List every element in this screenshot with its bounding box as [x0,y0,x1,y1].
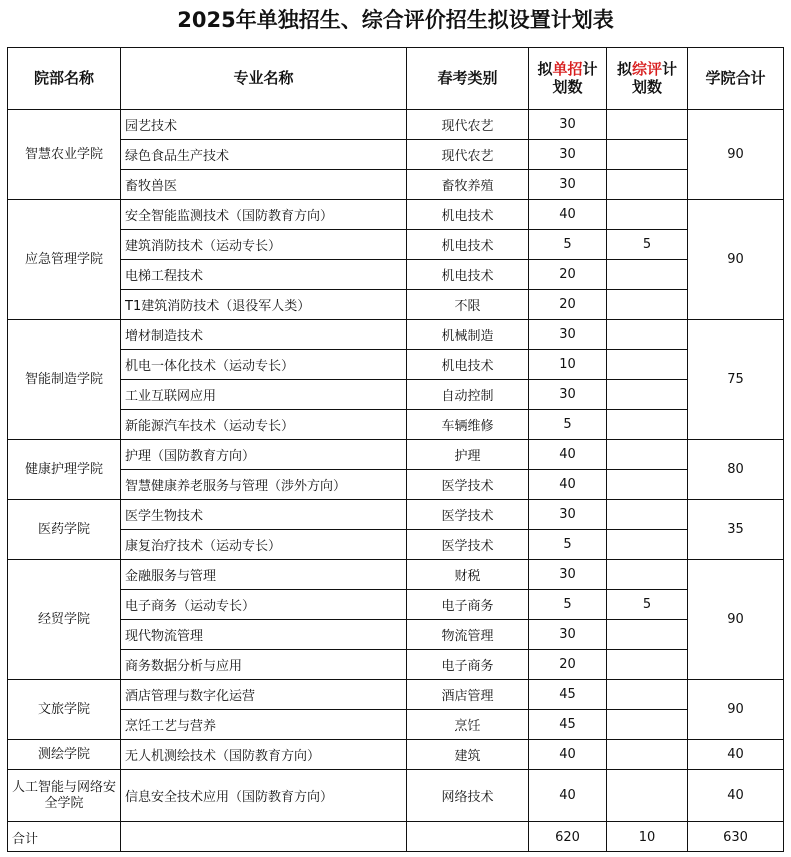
dept-total: 80 [688,440,783,500]
single-plan-cell: 30 [529,620,607,650]
major-cell: 建筑消防技术（运动专长） [121,230,407,260]
major-cell: 商务数据分析与应用 [121,650,407,680]
category-cell: 机电技术 [407,260,529,290]
dept-name: 测绘学院 [8,740,121,770]
major-cell: T1建筑消防技术（退役军人类） [121,290,407,320]
comp-plan-cell: 5 [607,230,688,260]
header-comp-post: 计 [662,60,678,79]
header-total: 学院合计 [688,48,783,110]
comp-plan-cell: 5 [607,590,688,620]
category-cell: 不限 [407,290,529,320]
footer-grand-total: 630 [723,829,748,845]
single-plan-cell: 30 [529,110,607,140]
major-cell: 现代物流管理 [121,620,407,650]
single-plan-cell: 30 [529,320,607,350]
single-plan-cell: 20 [529,290,607,320]
major-cell: 安全智能监测技术（国防教育方向） [121,200,407,230]
dept-name: 智慧农业学院 [8,110,121,200]
comp-plan-cell [607,710,688,740]
header-comp-line2: 划数 [631,77,662,96]
comp-plan-cell [607,140,688,170]
category-cell: 机械制造 [407,320,529,350]
major-cell: 无人机测绘技术（国防教育方向） [121,740,407,770]
category-cell: 车辆维修 [407,410,529,440]
footer-category [407,822,529,852]
category-cell: 医学技术 [407,470,529,500]
major-cell: 康复治疗技术（运动专长） [121,530,407,560]
dept-total: 40 [688,740,783,770]
single-plan-cell: 45 [529,710,607,740]
comp-plan-cell [607,530,688,560]
major-cell: 园艺技术 [121,110,407,140]
header-comp-hl: 综评 [631,60,662,79]
comp-plan-cell [607,170,688,200]
comp-plan-cell [607,110,688,140]
category-cell: 物流管理 [407,620,529,650]
dept-name: 应急管理学院 [8,200,121,320]
dept-name: 智能制造学院 [8,320,121,440]
page-title: 2025年单独招生、综合评价招生拟设置计划表 [177,8,614,32]
single-plan-cell: 5 [529,590,607,620]
category-cell: 建筑 [407,740,529,770]
comp-plan-cell [607,470,688,500]
major-cell: 机电一体化技术（运动专长） [121,350,407,380]
major-cell: 智慧健康养老服务与管理（涉外方向） [121,470,407,500]
dept-name: 医药学院 [8,500,121,560]
header-major: 专业名称 [121,48,407,110]
comp-plan-cell [607,770,688,822]
comp-plan-cell [607,650,688,680]
dept-name: 经贸学院 [8,560,121,680]
category-cell: 电子商务 [407,590,529,620]
category-cell: 网络技术 [407,770,529,822]
major-cell: 畜牧兽医 [121,170,407,200]
category-cell: 医学技术 [407,530,529,560]
footer-major [121,822,407,852]
dept-total: 40 [688,770,783,822]
single-plan-cell: 30 [529,560,607,590]
category-cell: 现代农艺 [407,140,529,170]
major-cell: 绿色食品生产技术 [121,140,407,170]
header-category: 春考类别 [407,48,529,110]
comp-plan-cell [607,560,688,590]
single-plan-cell: 20 [529,650,607,680]
single-plan-cell: 5 [529,530,607,560]
category-cell: 自动控制 [407,380,529,410]
comp-plan-cell [607,200,688,230]
category-cell: 机电技术 [407,200,529,230]
dept-total: 90 [688,560,783,680]
footer-label: 合计 [8,822,121,852]
dept-name: 人工智能与网络安全学院 [8,770,121,822]
dept-total: 75 [688,320,783,440]
header-comp-pre: 拟 [616,60,632,79]
major-cell: 护理（国防教育方向） [121,440,407,470]
single-plan-cell: 20 [529,260,607,290]
comp-plan-cell [607,680,688,710]
single-plan-cell: 40 [529,200,607,230]
single-plan-cell: 30 [529,170,607,200]
comp-plan-cell [607,740,688,770]
header-single-line2: 划数 [552,77,583,96]
comp-plan-cell [607,320,688,350]
category-cell: 财税 [407,560,529,590]
major-cell: 工业互联网应用 [121,380,407,410]
footer-comp-total: 10 [607,822,688,852]
category-cell: 烹饪 [407,710,529,740]
plan-table [7,47,784,852]
header-single-pre: 拟 [537,60,553,79]
category-cell: 机电技术 [407,230,529,260]
comp-plan-cell [607,440,688,470]
single-plan-cell: 45 [529,680,607,710]
header-single-hl: 单招 [552,60,583,79]
major-cell: 新能源汽车技术（运动专长） [121,410,407,440]
header-dept: 院部名称 [8,48,121,110]
major-cell: 信息安全技术应用（国防教育方向） [121,770,407,822]
comp-plan-cell [607,620,688,650]
single-plan-cell: 30 [529,140,607,170]
comp-plan-cell [607,410,688,440]
category-cell: 现代农艺 [407,110,529,140]
major-cell: 医学生物技术 [121,500,407,530]
footer-single-total: 620 [529,822,607,852]
comp-plan-cell [607,290,688,320]
category-cell: 护理 [407,440,529,470]
dept-total: 90 [688,110,783,200]
single-plan-cell: 10 [529,350,607,380]
header-comp-plan [607,48,688,110]
comp-plan-cell [607,260,688,290]
header-single-plan [529,48,607,110]
single-plan-cell: 40 [529,740,607,770]
single-plan-cell: 40 [529,470,607,500]
category-cell: 机电技术 [407,350,529,380]
comp-plan-cell [607,350,688,380]
category-cell: 畜牧养殖 [407,170,529,200]
dept-total: 90 [688,680,783,740]
single-plan-cell: 40 [529,770,607,822]
category-cell: 电子商务 [407,650,529,680]
header-single-post: 计 [582,60,598,79]
category-cell: 酒店管理 [407,680,529,710]
single-plan-cell: 5 [529,230,607,260]
comp-plan-cell [607,380,688,410]
major-cell: 电梯工程技术 [121,260,407,290]
single-plan-cell: 30 [529,500,607,530]
dept-total: 90 [688,200,783,320]
dept-name: 健康护理学院 [8,440,121,500]
dept-name: 文旅学院 [8,680,121,740]
single-plan-cell: 40 [529,440,607,470]
major-cell: 电子商务（运动专长） [121,590,407,620]
single-plan-cell: 5 [529,410,607,440]
single-plan-cell: 30 [529,380,607,410]
major-cell: 酒店管理与数字化运营 [121,680,407,710]
major-cell: 金融服务与管理 [121,560,407,590]
major-cell: 增材制造技术 [121,320,407,350]
comp-plan-cell [607,500,688,530]
major-cell: 烹饪工艺与营养 [121,710,407,740]
category-cell: 医学技术 [407,500,529,530]
dept-total: 35 [688,500,783,560]
